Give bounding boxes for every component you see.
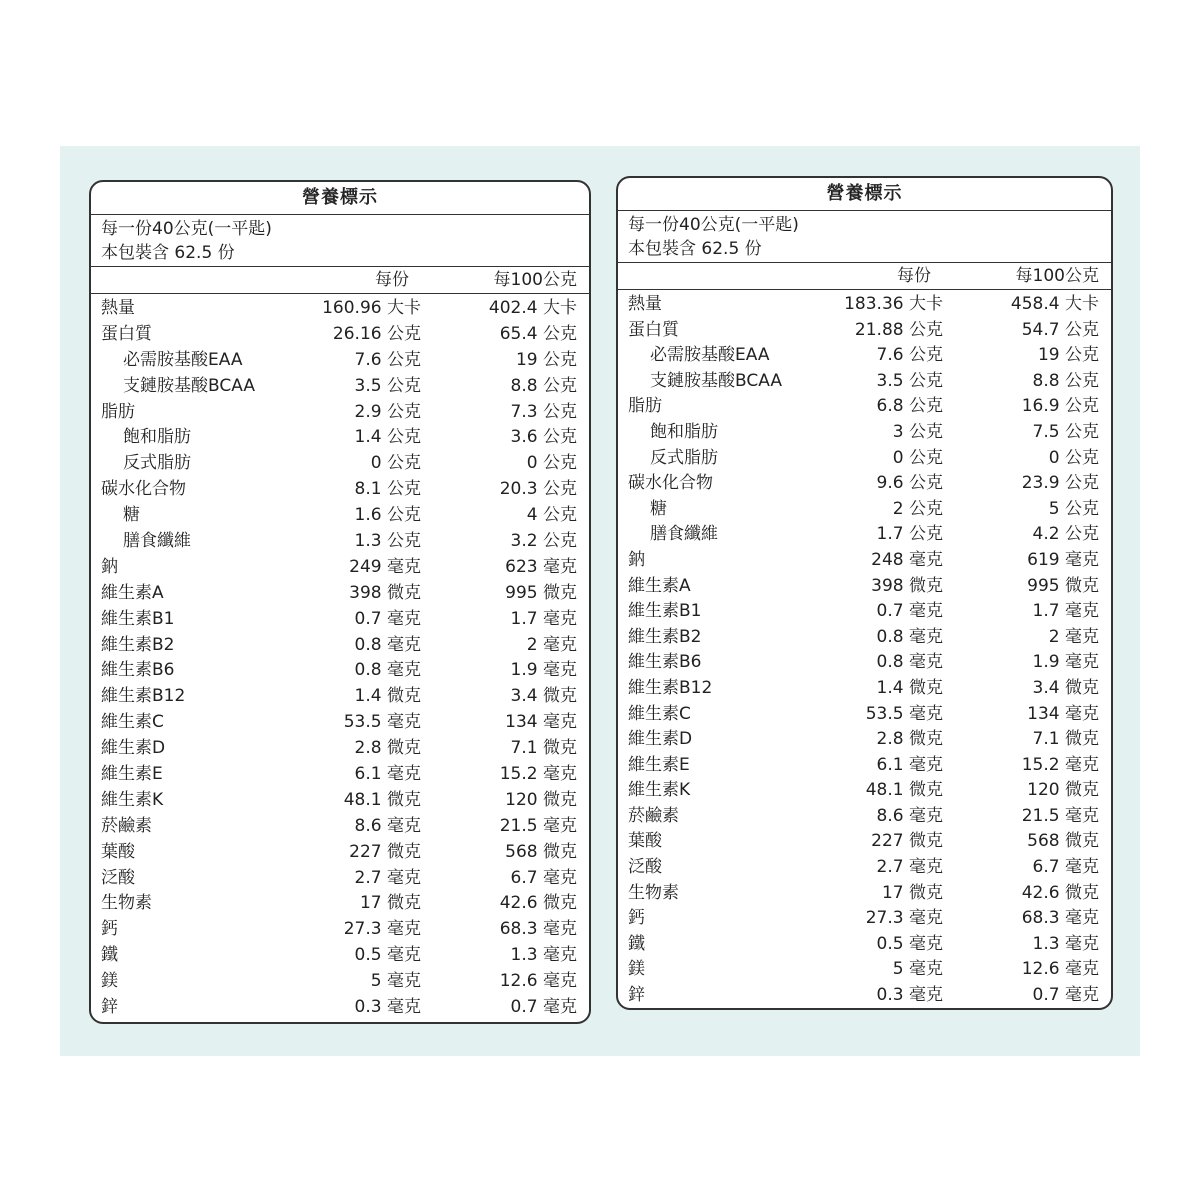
nutrient-name: 泛酸 (628, 857, 662, 878)
col-per-100g: 每100公克 (1015, 266, 1099, 286)
per-serving-value: 160.96 大卡 (322, 298, 421, 318)
nutrient-row (91, 581, 589, 607)
nutrient-name: 飽和脂肪 (123, 427, 191, 448)
per-100g-value: 0 公克 (526, 453, 577, 474)
per-100g-value: 68.3 毫克 (499, 919, 577, 940)
nutrient-name: 膳食纖維 (650, 524, 718, 545)
per-serving-value: 0 公克 (892, 447, 943, 468)
per-serving-value: 0.3 毫克 (876, 985, 943, 1006)
per-serving-value: 5 毫克 (892, 959, 943, 980)
label-title: 營養標示 (91, 182, 589, 215)
nutrient-name: 維生素D (628, 729, 693, 750)
per-100g-value: 3.6 公克 (510, 427, 577, 448)
nutrient-row (618, 394, 1111, 420)
per-serving-value: 227 微克 (871, 831, 943, 852)
nutrient-name: 葉酸 (101, 841, 135, 862)
per-100g-value: 42.6 微克 (1021, 882, 1099, 903)
nutrient-name: 脂肪 (101, 401, 135, 422)
per-100g-value: 3.2 公克 (510, 531, 577, 552)
nutrient-row (618, 829, 1111, 855)
nutrient-row (618, 420, 1111, 446)
serving-size: 每一份40公克(一平匙) (101, 219, 272, 239)
nutrient-name: 碳水化合物 (628, 473, 713, 494)
nutrient-name: 鎂 (628, 959, 645, 980)
per-serving-value: 2.8 微克 (876, 729, 943, 750)
nutrient-row (91, 866, 589, 892)
per-100g-value: 21.5 毫克 (499, 815, 577, 836)
per-serving-value: 2 公克 (892, 498, 943, 519)
per-serving-value: 6.1 毫克 (876, 754, 943, 775)
nutrient-name: 維生素E (628, 754, 690, 775)
per-100g-value: 19 公克 (515, 349, 577, 370)
per-100g-value: 120 微克 (505, 789, 577, 810)
col-per-100g: 每100公克 (493, 270, 577, 290)
per-serving-value: 8.6 毫克 (354, 815, 421, 836)
per-serving-value: 53.5 毫克 (865, 703, 943, 724)
nutrient-row (618, 676, 1111, 702)
nutrient-name: 必需胺基酸EAA (123, 349, 243, 370)
per-serving-value: 2.9 公克 (354, 401, 421, 422)
nutrient-row (91, 451, 589, 477)
serving-info (91, 215, 589, 267)
per-100g-value: 995 微克 (505, 582, 577, 603)
nutrient-name: 維生素B12 (101, 686, 186, 707)
nutrient-name: 蛋白質 (101, 323, 152, 344)
per-serving-value: 27.3 毫克 (343, 919, 421, 940)
per-serving-value: 2.7 毫克 (876, 857, 943, 878)
nutrient-row (91, 736, 589, 762)
nutrient-row (91, 814, 589, 840)
per-100g-value: 16.9 公克 (1021, 396, 1099, 417)
nutrient-row (91, 607, 589, 633)
nutrient-name: 鈉 (101, 556, 118, 577)
per-100g-value: 2 毫克 (1048, 626, 1099, 647)
nutrient-name: 維生素C (628, 703, 691, 724)
per-100g-value: 1.9 毫克 (510, 660, 577, 681)
nutrient-row (618, 753, 1111, 779)
per-100g-value: 15.2 毫克 (499, 764, 577, 785)
nutrient-name: 必需胺基酸EAA (650, 345, 770, 366)
per-100g-value: 6.7 毫克 (510, 867, 577, 888)
per-100g-value: 12.6 毫克 (1021, 959, 1099, 980)
nutrient-name: 鐵 (101, 945, 118, 966)
nutrient-name: 維生素B2 (628, 626, 702, 647)
column-header (91, 267, 589, 294)
per-serving-value: 2.8 微克 (354, 738, 421, 759)
col-per-serving: 每份 (897, 266, 931, 286)
per-serving-value: 17 微克 (359, 893, 421, 914)
per-serving-value: 7.6 公克 (876, 345, 943, 366)
per-serving-value: 1.4 微克 (876, 677, 943, 698)
per-100g-value: 568 微克 (1027, 831, 1099, 852)
serving-info (618, 211, 1111, 263)
nutrient-row (618, 522, 1111, 548)
per-100g-value: 23.9 公克 (1021, 473, 1099, 494)
per-serving-value: 0.8 毫克 (876, 626, 943, 647)
per-serving-value: 183.36 大卡 (844, 294, 943, 314)
per-serving-value: 1.3 公克 (354, 531, 421, 552)
label-title: 營養標示 (618, 178, 1111, 211)
per-100g-value: 0.7 毫克 (1032, 985, 1099, 1006)
nutrient-row (91, 658, 589, 684)
per-serving-value: 398 微克 (349, 582, 421, 603)
per-100g-value: 8.8 公克 (510, 375, 577, 396)
nutrient-name: 飽和脂肪 (650, 421, 718, 442)
nutrient-name: 支鏈胺基酸BCAA (650, 370, 782, 391)
per-serving-value: 9.6 公克 (876, 473, 943, 494)
nutrient-name: 脂肪 (628, 396, 662, 417)
per-100g-value: 54.7 公克 (1021, 319, 1099, 340)
per-serving-value: 48.1 微克 (865, 780, 943, 801)
nutrient-row (618, 318, 1111, 344)
per-100g-value: 623 毫克 (505, 556, 577, 577)
column-header (618, 263, 1111, 290)
per-100g-value: 458.4 大卡 (1010, 294, 1099, 314)
nutrient-row (91, 969, 589, 995)
per-serving-value: 2.7 毫克 (354, 867, 421, 888)
nutrient-name: 熱量 (101, 298, 135, 318)
nutrient-row (618, 702, 1111, 728)
nutrient-row (618, 778, 1111, 804)
per-100g-value: 6.7 毫克 (1032, 857, 1099, 878)
per-serving-value: 27.3 毫克 (865, 908, 943, 929)
per-100g-value: 7.3 公克 (510, 401, 577, 422)
per-100g-value: 15.2 毫克 (1021, 754, 1099, 775)
nutrient-name: 鈣 (628, 908, 645, 929)
servings-per-package: 本包裝含 62.5 份 (628, 239, 762, 259)
per-100g-value: 7.5 公克 (1032, 421, 1099, 442)
nutrient-row (618, 804, 1111, 830)
per-100g-value: 4 公克 (526, 505, 577, 526)
per-serving-value: 1.7 公克 (876, 524, 943, 545)
per-serving-value: 398 微克 (871, 575, 943, 596)
per-serving-value: 8.1 公克 (354, 479, 421, 500)
nutrition-label-left (89, 180, 591, 1024)
nutrient-row (618, 548, 1111, 574)
nutrient-row (91, 400, 589, 426)
nutrient-row (91, 995, 589, 1021)
per-100g-value: 3.4 微克 (510, 686, 577, 707)
nutrient-row (618, 957, 1111, 983)
per-serving-value: 0.8 毫克 (876, 652, 943, 673)
per-100g-value: 1.3 毫克 (1032, 933, 1099, 954)
nutrient-name: 維生素B6 (628, 652, 702, 673)
per-serving-value: 26.16 公克 (332, 323, 421, 344)
per-serving-value: 0.3 毫克 (354, 997, 421, 1018)
per-serving-value: 6.8 公克 (876, 396, 943, 417)
nutrient-name: 維生素B1 (628, 601, 702, 622)
nutrient-row (618, 855, 1111, 881)
nutrient-row (91, 684, 589, 710)
nutrient-row (91, 503, 589, 529)
nutrient-name: 維生素A (628, 575, 691, 596)
nutrient-name: 熱量 (628, 294, 662, 314)
per-100g-value: 19 公克 (1037, 345, 1099, 366)
per-serving-value: 0.5 毫克 (354, 945, 421, 966)
nutrition-label-right (616, 176, 1113, 1010)
nutrient-name: 鋅 (628, 985, 645, 1006)
nutrient-row (618, 932, 1111, 958)
per-100g-value: 134 毫克 (505, 712, 577, 733)
nutrient-name: 反式脂肪 (123, 453, 191, 474)
nutrient-row (91, 633, 589, 659)
per-100g-value: 1.7 毫克 (510, 608, 577, 629)
nutrient-name: 泛酸 (101, 867, 135, 888)
per-serving-value: 1.4 公克 (354, 427, 421, 448)
nutrient-row (91, 891, 589, 917)
nutrient-name: 支鏈胺基酸BCAA (123, 375, 255, 396)
per-serving-value: 3 公克 (892, 421, 943, 442)
per-100g-value: 7.1 微克 (1032, 729, 1099, 750)
per-serving-value: 0.8 毫克 (354, 660, 421, 681)
per-serving-value: 8.6 毫克 (876, 805, 943, 826)
per-serving-value: 227 微克 (349, 841, 421, 862)
nutrient-name: 維生素K (628, 780, 691, 801)
nutrient-row (618, 292, 1111, 318)
per-serving-value: 6.1 毫克 (354, 764, 421, 785)
per-100g-value: 402.4 大卡 (488, 298, 577, 318)
nutrient-rows (618, 290, 1111, 1009)
nutrient-row (618, 983, 1111, 1009)
per-100g-value: 1.7 毫克 (1032, 601, 1099, 622)
per-100g-value: 619 毫克 (1027, 549, 1099, 570)
per-100g-value: 4.2 公克 (1032, 524, 1099, 545)
nutrient-name: 膳食纖維 (123, 531, 191, 552)
nutrient-name: 蛋白質 (628, 319, 679, 340)
per-100g-value: 20.3 公克 (499, 479, 577, 500)
per-serving-value: 0.8 毫克 (354, 634, 421, 655)
nutrient-name: 生物素 (628, 882, 679, 903)
nutrient-row (618, 497, 1111, 523)
nutrient-name: 維生素D (101, 738, 166, 759)
per-100g-value: 3.4 微克 (1032, 677, 1099, 698)
nutrient-row (91, 840, 589, 866)
per-100g-value: 68.3 毫克 (1021, 908, 1099, 929)
per-serving-value: 248 毫克 (871, 549, 943, 570)
nutrient-name: 鎂 (101, 971, 118, 992)
serving-size: 每一份40公克(一平匙) (628, 215, 799, 235)
servings-per-package: 本包裝含 62.5 份 (101, 243, 235, 263)
nutrient-row (91, 348, 589, 374)
nutrient-name: 鈉 (628, 549, 645, 570)
nutrient-row (618, 906, 1111, 932)
nutrient-row (91, 477, 589, 503)
nutrient-row (618, 650, 1111, 676)
per-100g-value: 5 公克 (1048, 498, 1099, 519)
nutrient-name: 維生素A (101, 582, 164, 603)
nutrient-row (91, 529, 589, 555)
nutrient-name: 碳水化合物 (101, 479, 186, 500)
nutrient-name: 維生素B12 (628, 677, 713, 698)
nutrient-row (618, 881, 1111, 907)
nutrient-name: 糖 (123, 505, 140, 526)
per-100g-value: 2 毫克 (526, 634, 577, 655)
nutrient-name: 鋅 (101, 997, 118, 1018)
per-100g-value: 8.8 公克 (1032, 370, 1099, 391)
nutrient-name: 鈣 (101, 919, 118, 940)
per-100g-value: 42.6 微克 (499, 893, 577, 914)
per-100g-value: 7.1 微克 (510, 738, 577, 759)
per-100g-value: 995 微克 (1027, 575, 1099, 596)
col-per-serving: 每份 (375, 270, 409, 290)
nutrient-rows (91, 294, 589, 1021)
nutrient-name: 維生素K (101, 789, 164, 810)
nutrient-row (618, 727, 1111, 753)
nutrient-name: 維生素B6 (101, 660, 175, 681)
per-serving-value: 17 微克 (881, 882, 943, 903)
nutrient-row (618, 599, 1111, 625)
per-serving-value: 53.5 毫克 (343, 712, 421, 733)
nutrient-row (91, 555, 589, 581)
nutrient-row (618, 471, 1111, 497)
nutrient-name: 維生素E (101, 764, 163, 785)
nutrient-row (91, 710, 589, 736)
per-100g-value: 120 微克 (1027, 780, 1099, 801)
per-serving-value: 1.6 公克 (354, 505, 421, 526)
per-100g-value: 134 毫克 (1027, 703, 1099, 724)
per-serving-value: 0.7 毫克 (354, 608, 421, 629)
nutrient-row (91, 425, 589, 451)
per-serving-value: 3.5 公克 (876, 370, 943, 391)
nutrient-row (618, 343, 1111, 369)
per-100g-value: 1.3 毫克 (510, 945, 577, 966)
per-serving-value: 5 毫克 (370, 971, 421, 992)
nutrient-row (618, 369, 1111, 395)
nutrient-name: 維生素C (101, 712, 164, 733)
nutrient-row (91, 788, 589, 814)
nutrient-name: 葉酸 (628, 831, 662, 852)
nutrient-row (91, 917, 589, 943)
per-serving-value: 1.4 微克 (354, 686, 421, 707)
nutrient-name: 鐵 (628, 933, 645, 954)
nutrient-row (618, 574, 1111, 600)
nutrient-row (91, 322, 589, 348)
per-100g-value: 21.5 毫克 (1021, 805, 1099, 826)
per-100g-value: 12.6 毫克 (499, 971, 577, 992)
nutrient-row (91, 374, 589, 400)
per-100g-value: 568 微克 (505, 841, 577, 862)
per-100g-value: 0 公克 (1048, 447, 1099, 468)
per-serving-value: 7.6 公克 (354, 349, 421, 370)
nutrient-name: 菸鹼素 (101, 815, 152, 836)
nutrient-name: 維生素B1 (101, 608, 175, 629)
nutrient-name: 生物素 (101, 893, 152, 914)
nutrient-row (618, 625, 1111, 651)
per-serving-value: 21.88 公克 (854, 319, 943, 340)
nutrient-row (91, 943, 589, 969)
per-serving-value: 48.1 微克 (343, 789, 421, 810)
nutrient-row (618, 446, 1111, 472)
per-100g-value: 65.4 公克 (499, 323, 577, 344)
per-serving-value: 0.5 毫克 (876, 933, 943, 954)
nutrient-row (91, 296, 589, 322)
per-serving-value: 0.7 毫克 (876, 601, 943, 622)
nutrient-name: 維生素B2 (101, 634, 175, 655)
per-serving-value: 0 公克 (370, 453, 421, 474)
per-100g-value: 0.7 毫克 (510, 997, 577, 1018)
nutrient-name: 反式脂肪 (650, 447, 718, 468)
nutrient-row (91, 762, 589, 788)
per-serving-value: 249 毫克 (349, 556, 421, 577)
nutrient-name: 菸鹼素 (628, 805, 679, 826)
per-100g-value: 1.9 毫克 (1032, 652, 1099, 673)
per-serving-value: 3.5 公克 (354, 375, 421, 396)
nutrient-name: 糖 (650, 498, 667, 519)
